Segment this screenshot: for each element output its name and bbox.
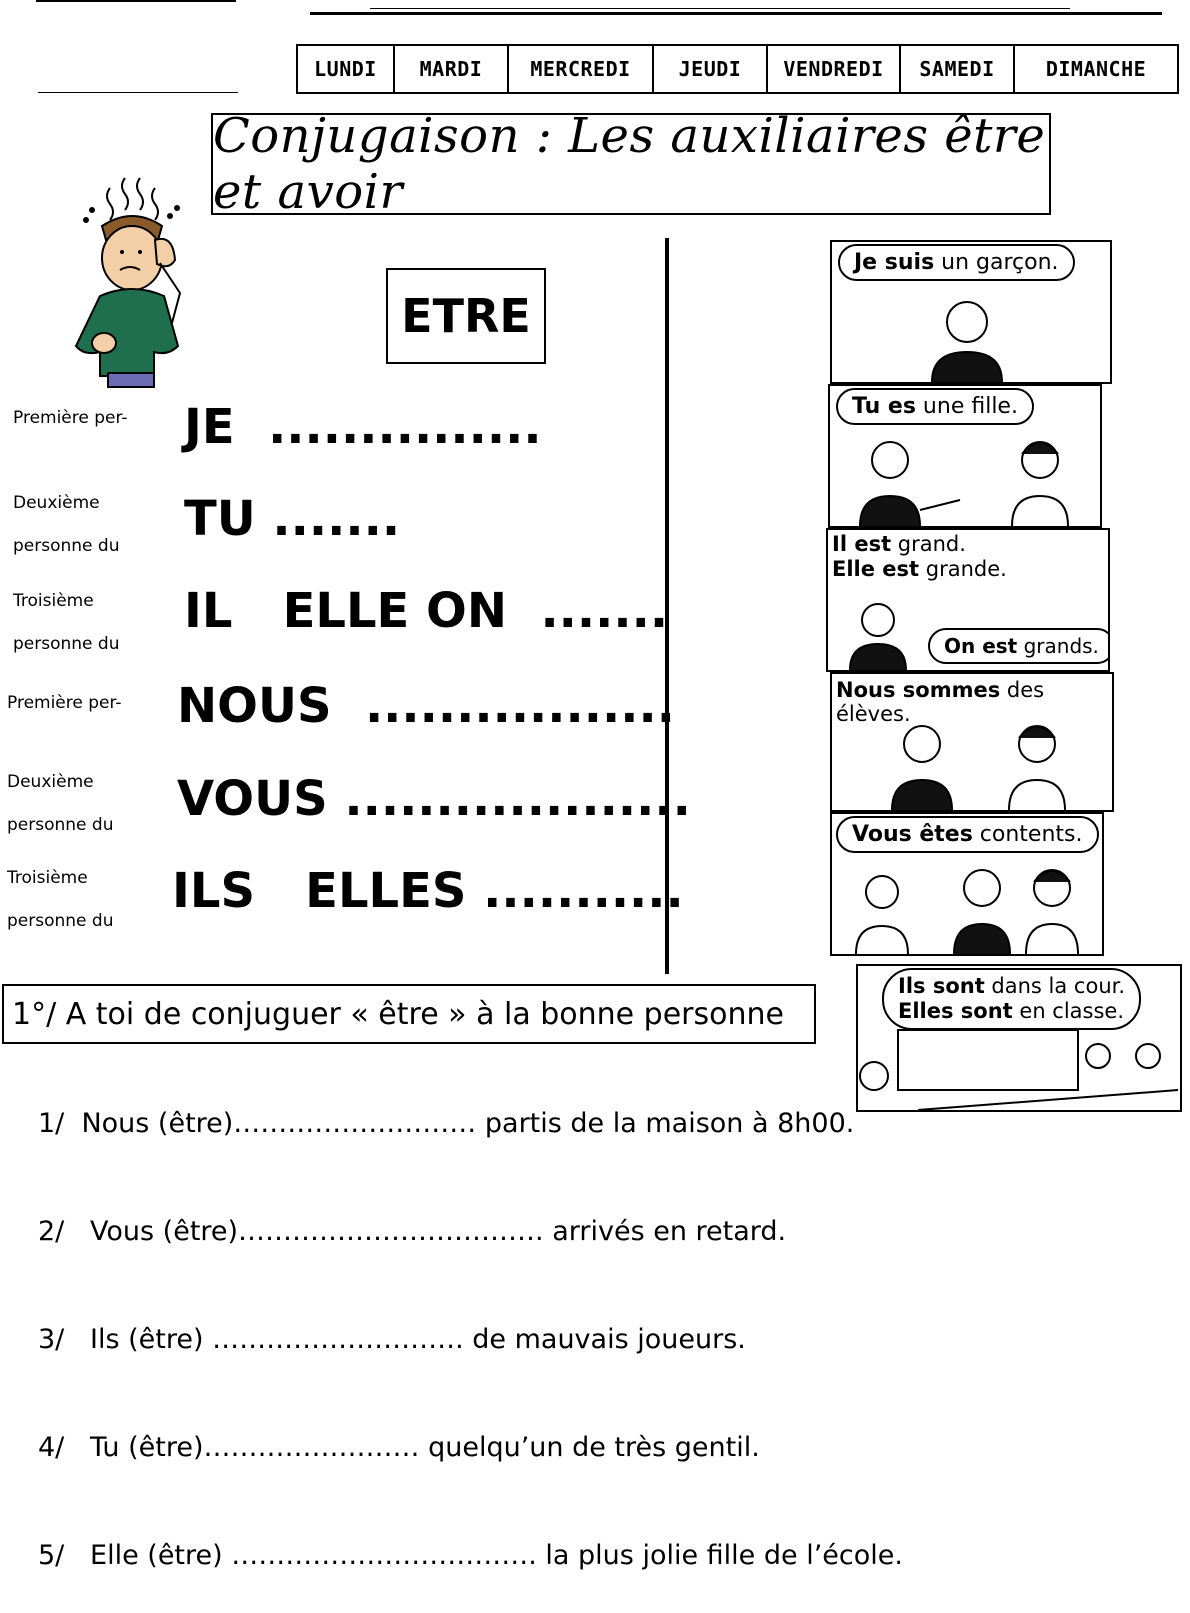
comic-panel	[856, 964, 1182, 1112]
pronoun-row: VOUS ...................	[177, 771, 691, 827]
comic-panel	[826, 528, 1110, 672]
person-label-line: Deuxième	[7, 772, 94, 792]
speech-bubble: Je suis un garçon.	[838, 244, 1075, 281]
page-title: Conjugaison : Les auxiliaires être et avoir	[213, 108, 1046, 220]
exercise-sentence: 3/ Ils (être) ………………………. de mauvais joueurs.	[38, 1324, 746, 1355]
confused-boy-illustration	[70, 168, 195, 388]
person-label-line: Première per-	[7, 693, 122, 713]
comic-panel	[830, 240, 1112, 384]
exercise-sentence: 1/ Nous (être)……………………… partis de la maison à 8h00.	[38, 1108, 855, 1139]
person-label	[7, 682, 167, 725]
children-figures-icon	[872, 714, 1092, 810]
person-label-line: personne du	[13, 634, 120, 654]
pronoun-row: ILS ELLES ...........	[172, 863, 684, 919]
speech-bubble: On est grands.	[928, 628, 1110, 664]
children-figures-icon	[850, 430, 1090, 526]
person-label	[7, 857, 167, 943]
weekday-table	[296, 44, 1179, 94]
top-thin-rule	[370, 8, 1070, 9]
name-line	[38, 92, 238, 93]
person-label-line: personne du	[13, 536, 120, 556]
person-label-line: personne du	[7, 815, 114, 835]
comic-panel	[830, 812, 1104, 956]
day-cell: DIMANCHE	[1045, 57, 1147, 81]
pronoun-row: NOUS .................	[177, 678, 675, 734]
pronoun-row: TU .......	[184, 491, 401, 547]
person-label-line: Troisième	[7, 868, 88, 888]
exercise-sentence: 4/ Tu (être)…………………… quelqu’un de très gentil.	[38, 1432, 760, 1463]
top-left-rule	[36, 0, 236, 2]
day-cell: MARDI	[395, 46, 509, 92]
speech-bubble: Tu es une fille.	[836, 388, 1034, 425]
exercise-heading-text: 1°/ A toi de conjuguer « être » à la bonne personne	[12, 996, 784, 1032]
boy-figure-icon	[922, 292, 1012, 382]
person-label-line: Première per-	[13, 408, 128, 428]
day-cell: LUNDI	[298, 46, 395, 92]
day-cell: VENDREDI	[768, 46, 901, 92]
person-label-line: Deuxième	[13, 493, 100, 513]
speech-bubble: Ils sont dans la cour. Elles sont en classe.	[882, 968, 1141, 1030]
day-cell: JEUDI	[654, 46, 768, 92]
person-label-line: Troisième	[13, 591, 94, 611]
exercise-sentence: 2/ Vous (être)……………………………. arrivés en retard.	[38, 1216, 787, 1247]
title-box	[211, 108, 1051, 220]
comic-panel	[828, 384, 1102, 528]
person-label	[7, 761, 167, 847]
pronoun-row: JE ...............	[184, 399, 542, 455]
pronoun-row: IL ELLE ON .......	[184, 583, 669, 639]
day-cell: MERCREDI	[509, 46, 654, 92]
person-label	[13, 580, 173, 666]
top-rule	[310, 12, 1162, 15]
person-label	[13, 482, 173, 568]
speech-text: Nous sommes des élèves.	[836, 678, 1045, 726]
children-figures-icon	[838, 590, 938, 670]
classroom-scene-icon	[858, 1026, 1180, 1110]
person-label	[13, 397, 173, 440]
verb-heading: ETRE	[386, 268, 546, 364]
comic-panel	[830, 672, 1114, 812]
day-cell: SAMEDI	[901, 46, 1015, 92]
exercise-heading	[2, 984, 816, 1044]
speech-text: Il est grand. Elle est grande.	[832, 532, 1007, 581]
exercise-sentence: 5/ Elle (être) ……………………………. la plus jolie fille de l’école.	[38, 1540, 903, 1571]
speech-bubble: Vous êtes contents.	[836, 816, 1099, 853]
children-figures-icon	[842, 858, 1092, 954]
person-label-line: personne du	[7, 911, 114, 931]
